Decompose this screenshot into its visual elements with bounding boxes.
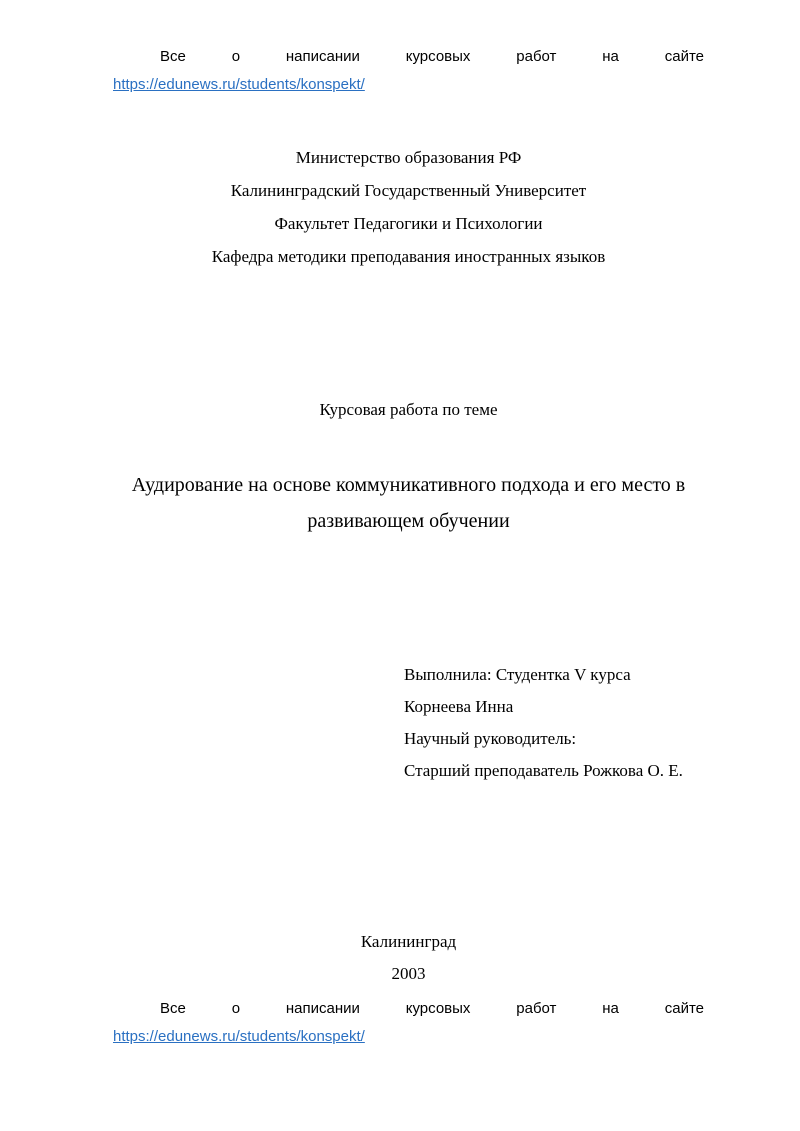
footer-note-text: Все о написании курсовых работ на сайте	[160, 1000, 704, 1017]
year-label: 2003	[391, 964, 426, 983]
institution-block	[113, 141, 704, 273]
footer-note-link[interactable]: https://edunews.ru/students/konspekt/	[113, 1028, 365, 1045]
header-note	[113, 43, 704, 99]
footer-note-link-line	[113, 1023, 704, 1051]
city-label: Калининград	[360, 932, 457, 951]
header-note-link-line	[113, 71, 704, 99]
institution-line-university: Калининградский Государственный Университет	[230, 181, 587, 200]
work-title: Аудирование на основе коммуникативного подхода и его место в развивающем обучении	[131, 474, 686, 532]
credits-line-author-role: Выполнила: Студентка V курса	[404, 665, 631, 684]
city-year-block	[113, 926, 704, 990]
header-note-link[interactable]: https://edunews.ru/students/konspekt/	[113, 76, 365, 93]
institution-line-ministry: Министерство образования РФ	[295, 148, 522, 167]
credits-line-author-name: Корнеева Инна	[404, 697, 514, 716]
footer-note	[113, 995, 704, 1051]
work-type-label: Курсовая работа по теме	[319, 400, 498, 419]
header-note-text: Все о написании курсовых работ на сайте	[160, 48, 704, 65]
credits-block	[404, 659, 704, 787]
credits-line-advisor-label: Научный руководитель:	[404, 729, 577, 748]
credits-line-advisor-name: Старший преподаватель Рожкова О. Е.	[404, 761, 683, 780]
institution-line-faculty: Факультет Педагогики и Психологии	[274, 214, 543, 233]
institution-line-department: Кафедра методики преподавания иностранных языков	[211, 247, 606, 266]
